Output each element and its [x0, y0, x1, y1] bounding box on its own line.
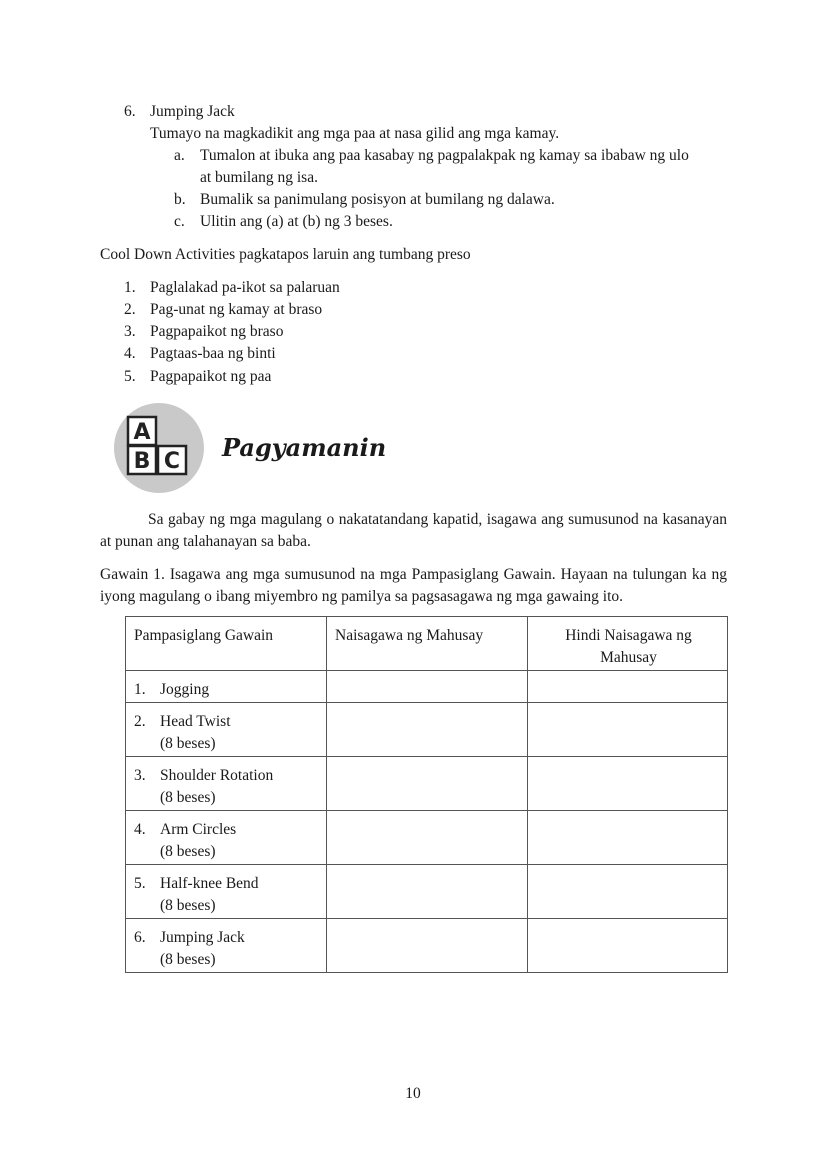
not-done-well-cell[interactable] [528, 865, 728, 919]
table-row [126, 865, 728, 919]
item-number: 5. [124, 368, 136, 385]
done-well-cell[interactable] [327, 919, 528, 973]
list-item [124, 277, 340, 299]
step-text: Tumalon at ibuka ang paa kasabay ng pagpalakpak ng kamay sa ibabaw ng ulo [200, 147, 689, 164]
header-not-done-well: Hindi Naisagawa ng Mahusay [528, 617, 728, 671]
not-done-well-cell[interactable] [528, 919, 728, 973]
activity-table [125, 616, 728, 973]
activity-reps: (8 beses) [160, 843, 216, 860]
exercise-number: 6. [124, 103, 136, 120]
table-row [126, 919, 728, 973]
activity-number: 1. [134, 681, 146, 698]
activity-reps: (8 beses) [160, 951, 216, 968]
not-done-well-cell[interactable] [528, 811, 728, 865]
activity-cell [126, 865, 327, 919]
not-done-well-cell[interactable] [528, 671, 728, 703]
item-number: 3. [124, 323, 136, 340]
exercise-title [124, 101, 235, 123]
not-done-well-cell[interactable] [528, 703, 728, 757]
item-number: 1. [124, 279, 136, 296]
abc-blocks-icon [113, 402, 205, 494]
page-number: 10 [405, 1085, 421, 1102]
header-done-well: Naisagawa ng Mahusay [327, 617, 528, 671]
activity-name: Head Twist [160, 713, 231, 730]
activity-cell [126, 703, 327, 757]
activity-number: 2. [134, 713, 146, 730]
item-number: 4. [124, 345, 136, 362]
activity-reps: (8 beses) [160, 735, 216, 752]
step-label: a. [174, 147, 185, 164]
gawain-paragraph: Gawain 1. Isagawa ang mga sumusunod na mga Pampasiglang Gawain. Hayaan na tulungan ka ng iyong magulang o ibang miyembro ng pamilya sa pagsasagawa ng mga gawaing ito. [100, 566, 727, 605]
item-text: Pag-unat ng kamay at braso [150, 301, 323, 318]
block-letter-a: A [133, 420, 151, 445]
exercise-name: Jumping Jack [150, 103, 235, 120]
activity-name: Jogging [160, 681, 210, 698]
activity-name: Arm Circles [160, 821, 237, 838]
item-text: Pagpapaikot ng paa [150, 368, 272, 385]
item-text: Pagtaas-baa ng binti [150, 345, 276, 362]
step-a-cont: at bumilang ng isa. [200, 169, 318, 186]
list-item [124, 321, 283, 343]
header-activity: Pampasiglang Gawain [126, 617, 327, 671]
activity-name: Half-knee Bend [160, 875, 259, 892]
table-header-row [126, 617, 728, 671]
step-a [174, 145, 689, 167]
activity-cell [126, 811, 327, 865]
block-letter-c: C [163, 449, 181, 474]
step-text: Ulitin ang (a) at (b) ng 3 beses. [200, 213, 393, 230]
activity-number: 3. [134, 767, 146, 784]
activity-number: 4. [134, 821, 146, 838]
exercise-intro: Tumayo na magkadikit ang mga paa at nasa gilid ang mga kamay. [150, 125, 560, 142]
step-label: c. [174, 213, 185, 230]
done-well-cell[interactable] [327, 703, 528, 757]
done-well-cell[interactable] [327, 757, 528, 811]
done-well-cell[interactable] [327, 811, 528, 865]
step-text: Bumalik sa panimulang posisyon at bumilang ng dalawa. [200, 191, 555, 208]
block-letter-b: B [133, 449, 151, 474]
not-done-well-cell[interactable] [528, 757, 728, 811]
activity-number: 6. [134, 929, 146, 946]
table-row [126, 703, 728, 757]
activity-name: Shoulder Rotation [160, 767, 274, 784]
list-item [124, 343, 276, 365]
step-label: b. [174, 191, 186, 208]
table-row [126, 671, 728, 703]
step-b [174, 189, 555, 211]
activity-number: 5. [134, 875, 146, 892]
table-row [126, 811, 728, 865]
cooldown-title: Cool Down Activities pagkatapos laruin ang tumbang preso [100, 246, 471, 263]
item-text: Pagpapaikot ng braso [150, 323, 284, 340]
activity-cell [126, 919, 327, 973]
item-number: 2. [124, 301, 136, 318]
activity-name: Jumping Jack [160, 929, 245, 946]
activity-reps: (8 beses) [160, 789, 216, 806]
activity-cell [126, 671, 327, 703]
item-text: Paglalakad pa-ikot sa palaruan [150, 279, 340, 296]
list-item [124, 299, 322, 321]
done-well-cell[interactable] [327, 671, 528, 703]
activity-cell [126, 757, 327, 811]
list-item [124, 366, 271, 388]
section-title: Pagyamanin [222, 433, 387, 462]
activity-reps: (8 beses) [160, 897, 216, 914]
done-well-cell[interactable] [327, 865, 528, 919]
intro-paragraph: Sa gabay ng mga magulang o nakatatandang kapatid, isagawa ang sumusunod na kasanayan at punan ang talahanayan sa baba. [100, 511, 727, 550]
table-row [126, 757, 728, 811]
step-c [174, 211, 393, 233]
